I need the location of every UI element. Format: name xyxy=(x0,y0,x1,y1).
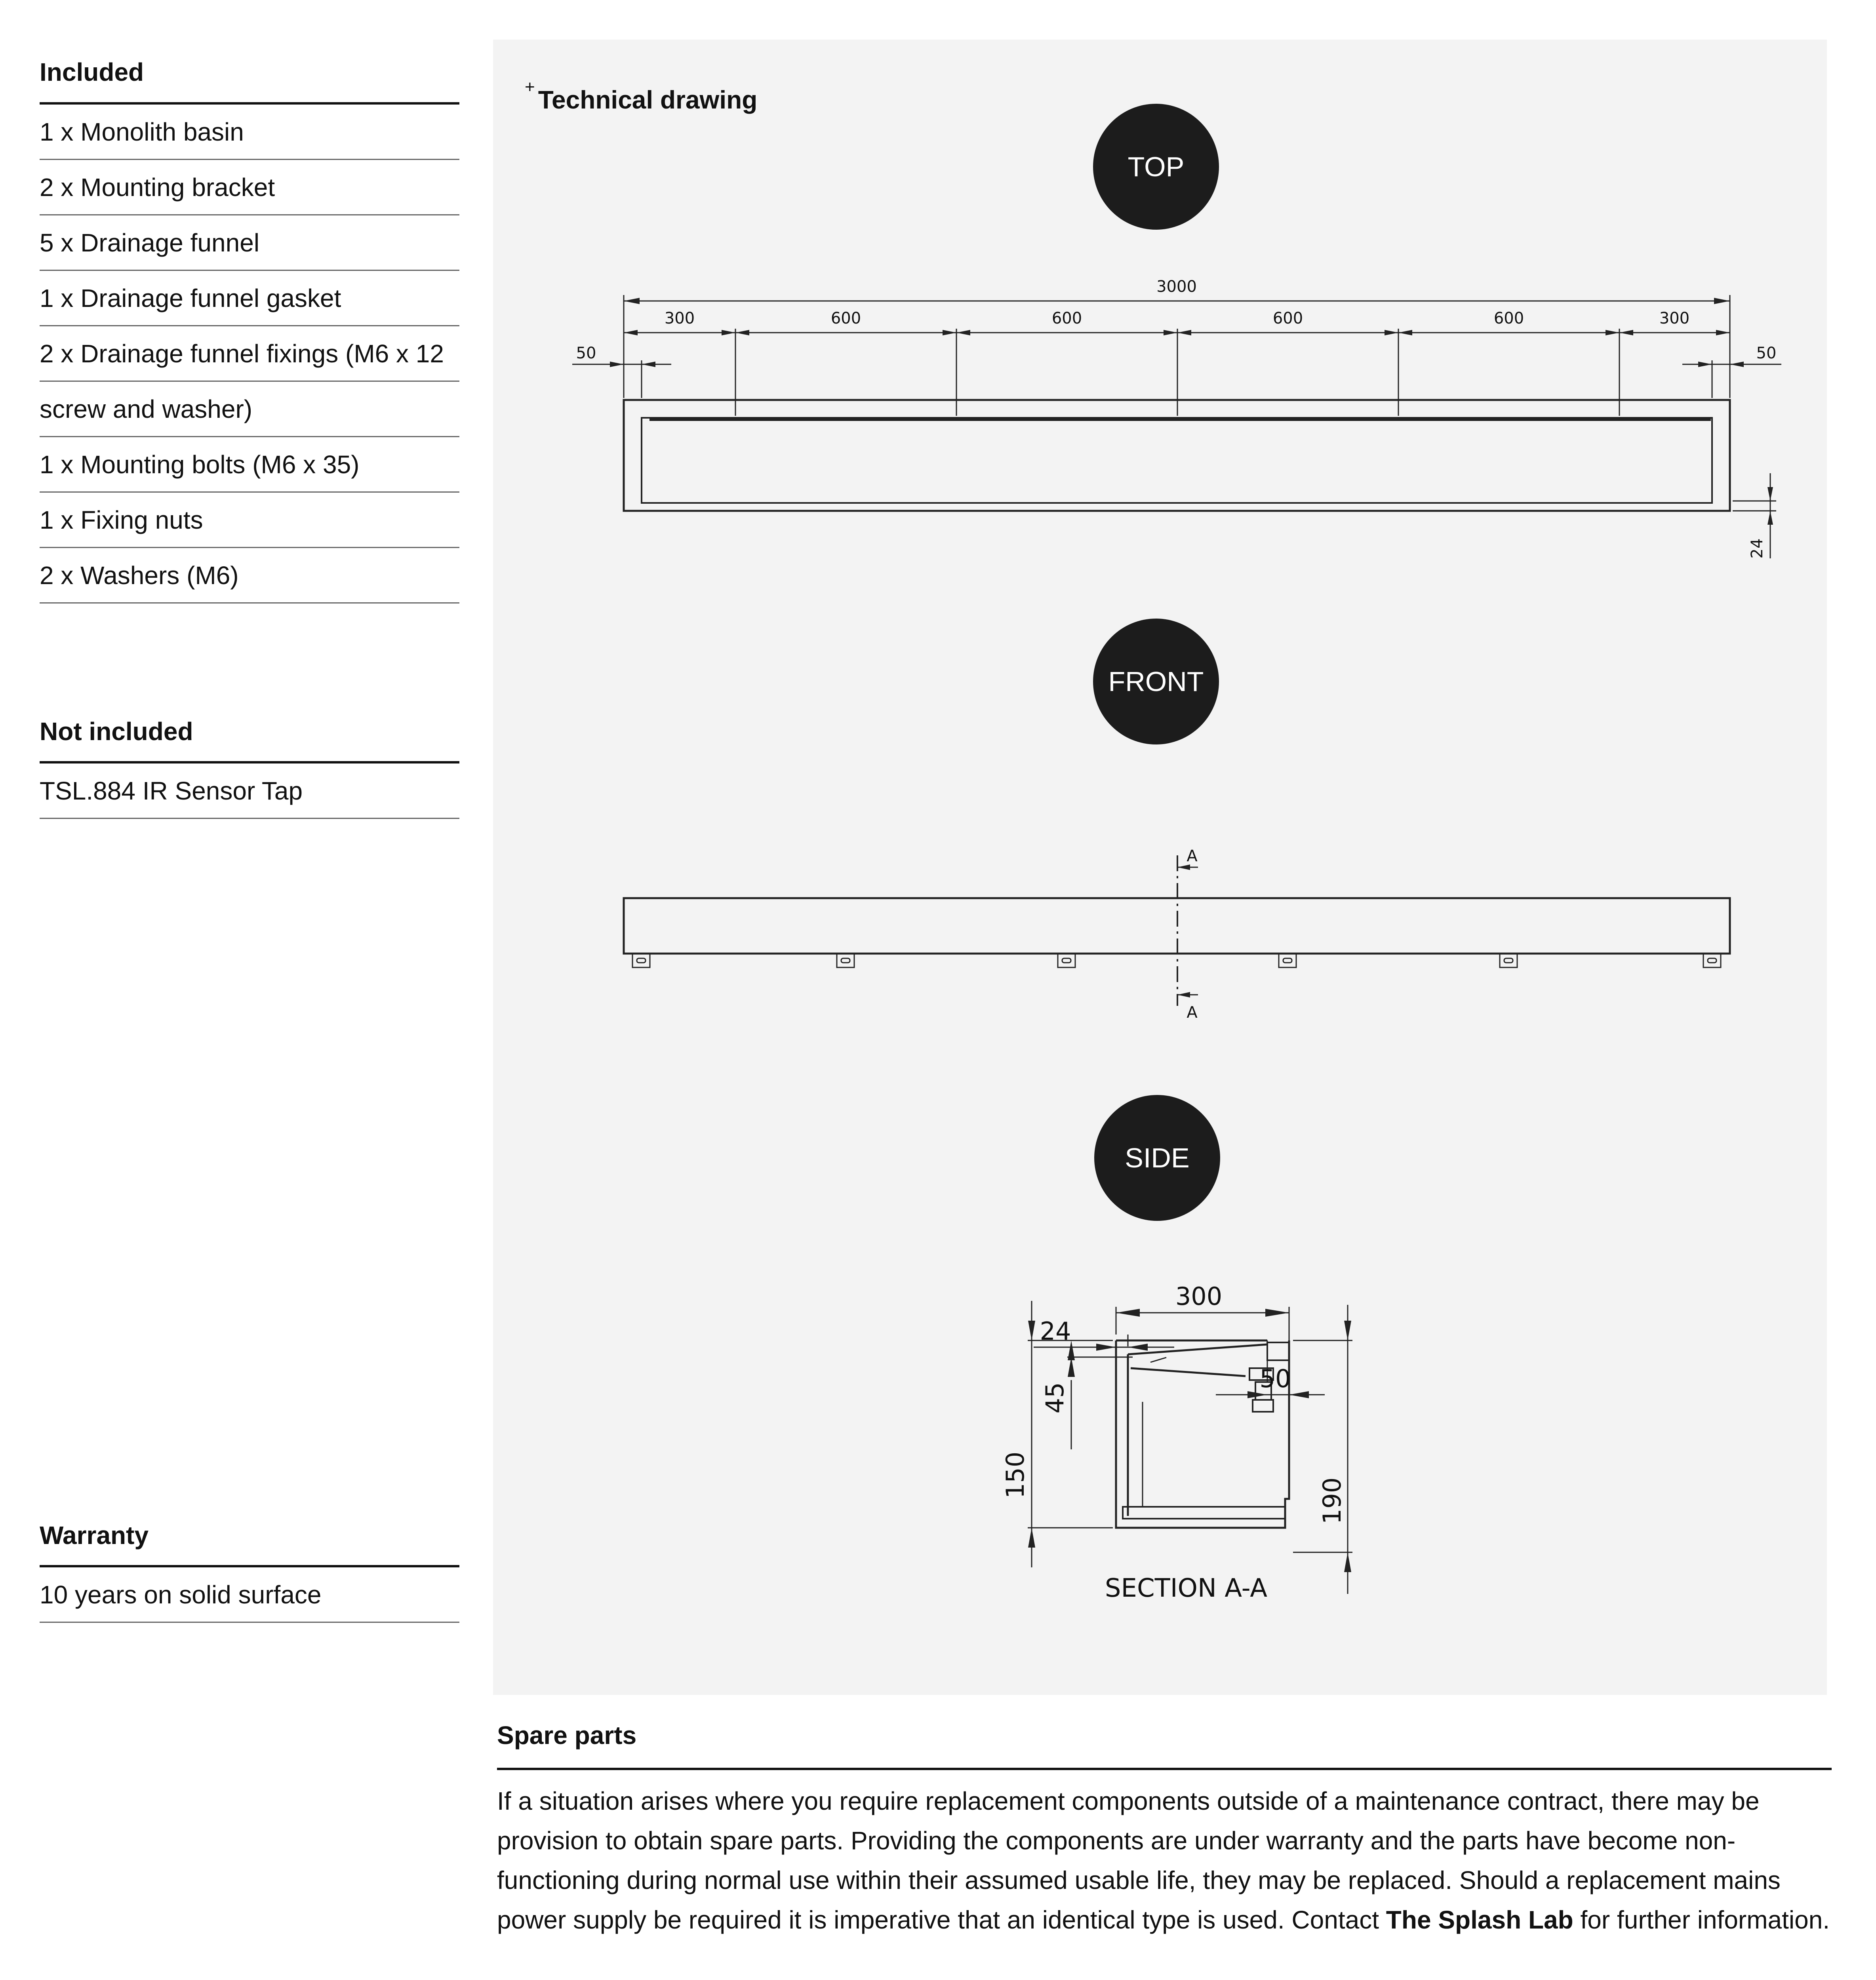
section-marker-top: A xyxy=(1187,847,1198,865)
top-segment-label: 600 xyxy=(1272,309,1303,327)
included-item: 2 x Mounting bracket xyxy=(40,160,459,215)
top-extension-lines xyxy=(624,295,1730,416)
spare-parts-divider xyxy=(497,1768,1832,1770)
side-total-height-label: 190 xyxy=(1318,1477,1347,1525)
included-item: screw and washer) xyxy=(40,382,459,437)
not-included-item: TSL.884 IR Sensor Tap xyxy=(40,763,459,819)
spare-parts-text xyxy=(497,1781,1832,1940)
expand-plus-icon[interactable]: + xyxy=(525,77,535,97)
spare-parts-body-end: for further information. xyxy=(1573,1906,1830,1934)
top-view-inner xyxy=(642,418,1712,503)
side-lip-label: 50 xyxy=(1259,1364,1291,1393)
top-segment-label: 300 xyxy=(664,309,695,327)
included-item: 2 x Washers (M6) xyxy=(40,548,459,604)
side-depth-label: 45 xyxy=(1040,1382,1069,1414)
not-included-title: Not included xyxy=(40,717,193,746)
top-view-outline xyxy=(624,400,1730,511)
included-item: 1 x Fixing nuts xyxy=(40,493,459,548)
included-item: 1 x Drainage funnel gasket xyxy=(40,271,459,326)
top-segment-label: 600 xyxy=(1051,309,1082,327)
warranty-list xyxy=(40,1565,459,1623)
top-thickness-label: 24 xyxy=(1748,538,1766,559)
technical-drawing-panel xyxy=(493,40,1827,1695)
top-view-drawing xyxy=(572,278,1781,558)
top-edge-left-label: 50 xyxy=(576,344,596,362)
included-item: 5 x Drainage funnel xyxy=(40,215,459,271)
side-view-drawing xyxy=(1001,1282,1352,1603)
top-segment-label: 300 xyxy=(1659,309,1690,327)
technical-drawing-label: Technical drawing xyxy=(538,86,758,114)
top-edge-right-label: 50 xyxy=(1756,344,1777,362)
spare-parts-body: If a situation arises where you require replacement components outside of a maintenance contract, there may be provision to obtain spare parts. Providing the components are under warranty and the parts have become non-functioning during normal use within their assumed usable life, they may be replaced. Should a replacement mains power supply be required it is imperative that an identical type is used. Contact xyxy=(497,1787,1781,1934)
included-title: Included xyxy=(40,58,144,86)
spare-parts-title: Spare parts xyxy=(497,1721,637,1750)
section-marker-bottom: A xyxy=(1187,1003,1198,1022)
side-width-label: 300 xyxy=(1175,1282,1223,1311)
warranty-item: 10 years on solid surface xyxy=(40,1567,459,1623)
spare-parts-section xyxy=(497,1723,1832,1940)
top-view-badge: TOP xyxy=(1093,104,1219,230)
included-item: 1 x Monolith basin xyxy=(40,105,459,160)
not-included-list xyxy=(40,761,459,819)
side-height-label: 150 xyxy=(1001,1451,1030,1499)
side-view-badge: SIDE xyxy=(1094,1095,1220,1221)
included-item: 1 x Mounting bolts (M6 x 35) xyxy=(40,437,459,493)
technical-drawing-svg xyxy=(493,40,1827,1695)
front-view-badge: FRONT xyxy=(1093,619,1219,744)
brand-name: The Splash Lab xyxy=(1386,1906,1573,1934)
side-wall-label: 24 xyxy=(1040,1317,1071,1346)
included-item: 2 x Drainage funnel fixings (M6 x 12 xyxy=(40,326,459,382)
top-total-label: 3000 xyxy=(1156,278,1197,296)
warranty-title: Warranty xyxy=(40,1521,149,1550)
front-view-drawing xyxy=(624,847,1730,1022)
top-segment-label: 600 xyxy=(830,309,861,327)
included-list xyxy=(40,102,459,604)
section-caption: SECTION A-A xyxy=(1105,1574,1268,1603)
top-segment-label: 600 xyxy=(1493,309,1524,327)
